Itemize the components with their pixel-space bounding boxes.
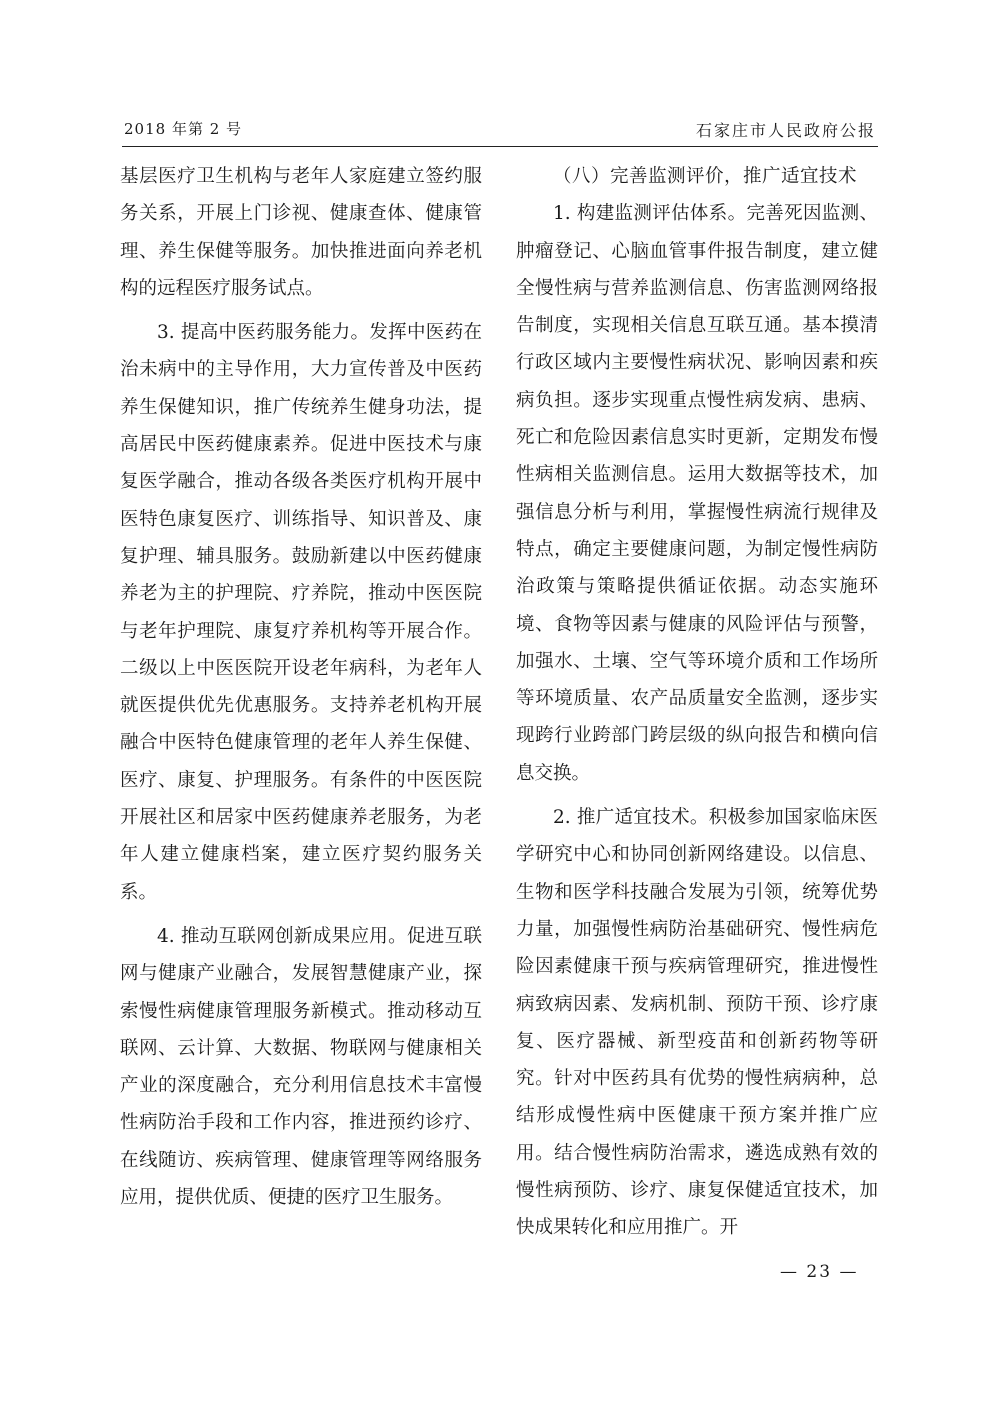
page-header	[122, 112, 878, 147]
right-column	[516, 158, 878, 1247]
section-heading: （八）完善监测评价，推广适宜技术	[553, 166, 858, 187]
issue-label: 2018 年第 2 号	[124, 120, 243, 138]
paragraph-continuation: 基层医疗卫生机构与老年人家庭建立签约服务关系，开展上门诊视、健康查体、健康管理、养生保健等服务。加快推进面向养老机构的远程医疗服务试点。	[120, 166, 482, 299]
paragraph-appropriate-technology: 2. 推广适宜技术。积极参加国家临床医学研究中心和协同创新网络建设。以信息、生物和医学科技融合发展为引领，统筹优势力量，加强慢性病防治基础研究、慢性病危险因素健康干预与疾病管理研究，推进慢性病致病因素、发病机制、预防干预、诊疗康复、医疗器械、新型疫苗和创新药物等研究。针对中医药具有优势的慢性病病种，总结形成慢性病中医健康干预方案并推广应用。结合慢性病防治需求，遴选成熟有效的慢性病预防、诊疗、康复保健适宜技术，加快成果转化和应用推广。开	[516, 807, 878, 1239]
paragraph-monitoring-system: 1. 构建监测评估体系。完善死因监测、肿瘤登记、心脑血管事件报告制度，建立健全慢性病与营养监测信息、伤害监测网络报告制度，实现相关信息互联互通。基本摸清行政区域内主要慢性病状况、影响因素和疾病负担。逐步实现重点慢性病发病、患病、死亡和危险因素信息实时更新，定期发布慢性病相关监测信息。运用大数据等技术，加强信息分析与利用，掌握慢性病流行规律及特点，确定主要健康问题，为制定慢性病防治政策与策略提供循证依据。动态实施环境、食物等因素与健康的风险评估与预警，加强水、土壤、空气等环境介质和工作场所等环境质量、农产品质量安全监测，逐步实现跨行业跨部门跨层级的纵向报告和横向信息交换。	[516, 203, 878, 784]
publication-title: 石家庄市人民政府公报	[695, 121, 876, 140]
page-number: — 23 —	[780, 1262, 859, 1282]
paragraph-tcm-services: 3. 提高中医药服务能力。发挥中医药在治未病中的主导作用，大力宣传普及中医药养生保健知识，推广传统养生健身功法，提高居民中医药健康素养。促进中医技术与康复医学融合，推动各级各类医疗机构开展中医特色康复医疗、训练指导、知识普及、康复护理、辅具服务。鼓励新建以中医药健康养老为主的护理院、疗养院，推动中医医院与老年护理院、康复疗养机构等开展合作。二级以上中医医院开设老年病科，为老年人就医提供优先优惠服务。支持养老机构开展融合中医特色健康管理的老年人养生保健、医疗、康复、护理服务。有条件的中医医院开展社区和居家中医药健康养老服务，为老年人建立健康档案，建立医疗契约服务关系。	[120, 322, 482, 903]
left-column	[120, 158, 482, 1216]
paragraph-internet-application: 4. 推动互联网创新成果应用。促进互联网与健康产业融合，发展智慧健康产业，探索慢性病健康管理服务新模式。推动移动互联网、云计算、大数据、物联网与健康相关产业的深度融合，充分利用信息技术丰富慢性病防治手段和工作内容，推进预约诊疗、在线随访、疾病管理、健康管理等网络服务应用，提供优质、便捷的医疗卫生服务。	[120, 925, 482, 1209]
